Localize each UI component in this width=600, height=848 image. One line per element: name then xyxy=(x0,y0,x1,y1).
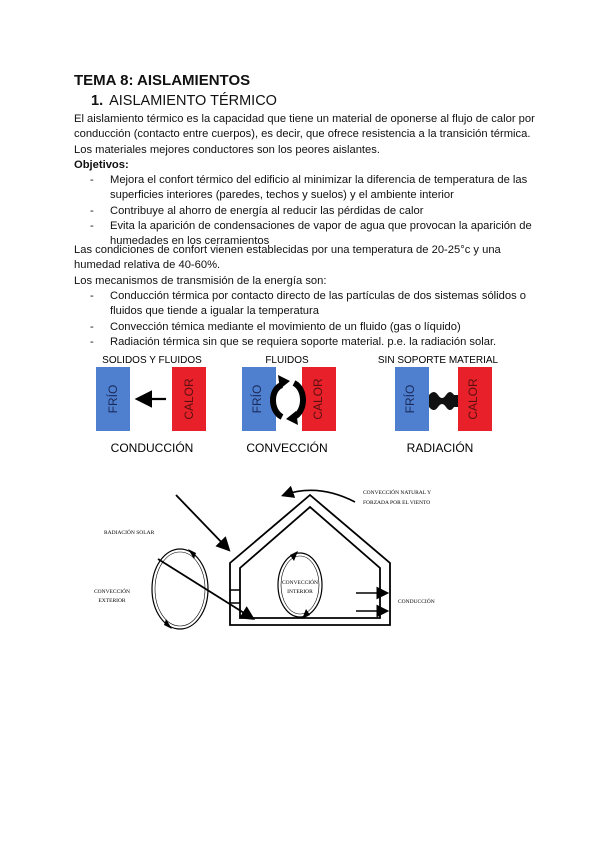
page-title: TEMA 8: AISLAMIENTOS xyxy=(74,72,251,89)
label-interior-convection: INTERIOR xyxy=(287,589,313,595)
convection-loop-icon xyxy=(273,375,303,425)
intro-paragraph: El aislamiento térmico es la capacidad que tiene un material de oponerse al flujo de calor por conducción (contacto entre cuerpos), es decir, que ofrece resistencia a la transición térmica. Los materiales mejores conductores son los peores aislantes. xyxy=(74,113,535,156)
list-item: - Evita la aparición de condensaciones de vapor de agua que provocan la aparición de humedades en los cerramientos xyxy=(90,219,532,248)
label-natural-convection: FORZADA POR EL VIENTO xyxy=(363,500,431,506)
house-heat-diagram xyxy=(0,475,600,655)
panel-header-conduction: SOLIDOS Y FLUIDOS xyxy=(102,355,202,366)
list-item: - Mejora el confort térmico del edificio al minimizar la diferencia de temperatura de las superficies interiores (paredes, techos y suelos) y el ambiente interior xyxy=(90,174,528,202)
caption-radiation: RADIACIÓN xyxy=(406,441,474,455)
label-solar-radiation: RADIACIÓN SOLAR xyxy=(104,530,155,536)
section-label: AISLAMIENTO TÉRMICO xyxy=(109,93,277,109)
mechanisms-intro: Los mecanismos de transmisión de la energía son: xyxy=(74,275,327,287)
list-item: - Convección témica mediante el movimiento de un fluido (gas o líquido) xyxy=(90,320,461,333)
hot-label: CALOR xyxy=(466,378,480,420)
objectives-heading: Objetivos: xyxy=(74,159,129,171)
list-item: - Contribuye al ahorro de energía al reducir las pérdidas de calor xyxy=(90,204,424,217)
mechanisms-list xyxy=(74,289,544,350)
label-exterior-convection: EXTERIOR xyxy=(98,598,126,604)
objectives-list xyxy=(74,173,544,249)
caption-conduction: CONDUCCIÓN xyxy=(110,441,194,455)
hot-label: CALOR xyxy=(182,378,196,420)
cold-label: FRÍO xyxy=(106,384,120,414)
panel-header-radiation: SIN SOPORTE MATERIAL xyxy=(377,355,499,366)
label-natural-convection: CONVECCIÓN NATURAL Y xyxy=(363,490,432,496)
list-item: - Conducción térmica por contacto directo de las partículas de dos sistemas sólidos o fluidos que tiende a igualar la temperatura xyxy=(90,290,527,318)
panel-header-convection: FLUIDOS xyxy=(265,355,309,366)
natural-convection-arrow xyxy=(284,490,355,502)
solar-radiation-arrow xyxy=(176,495,228,549)
conditions-paragraph: Las condiciones de confort vienen establecidas por una temperatura de 20-25°c y una humedad relativa de 40-60%. xyxy=(74,244,501,272)
hot-label: CALOR xyxy=(311,378,325,420)
list-item: - Radiación térmica sin que se requiera soporte material. p.e. la radiación solar. xyxy=(90,335,497,348)
cold-label: FRÍO xyxy=(250,384,264,414)
heat-transfer-figure xyxy=(0,345,600,465)
section-heading xyxy=(91,93,277,109)
house-inner-wall xyxy=(240,507,380,618)
section-number: 1. xyxy=(91,93,104,109)
caption-convection: CONVECCIÓN xyxy=(246,441,328,455)
cold-label: FRÍO xyxy=(403,384,417,414)
label-conduction: CONDUCCIÓN xyxy=(398,599,435,605)
label-exterior-convection: CONVECCIÓN xyxy=(93,589,131,595)
exterior-convection-loop-icon xyxy=(152,549,208,629)
radiation-wave-icon xyxy=(429,392,458,410)
label-interior-convection: CONVECCIÓN xyxy=(281,580,319,586)
